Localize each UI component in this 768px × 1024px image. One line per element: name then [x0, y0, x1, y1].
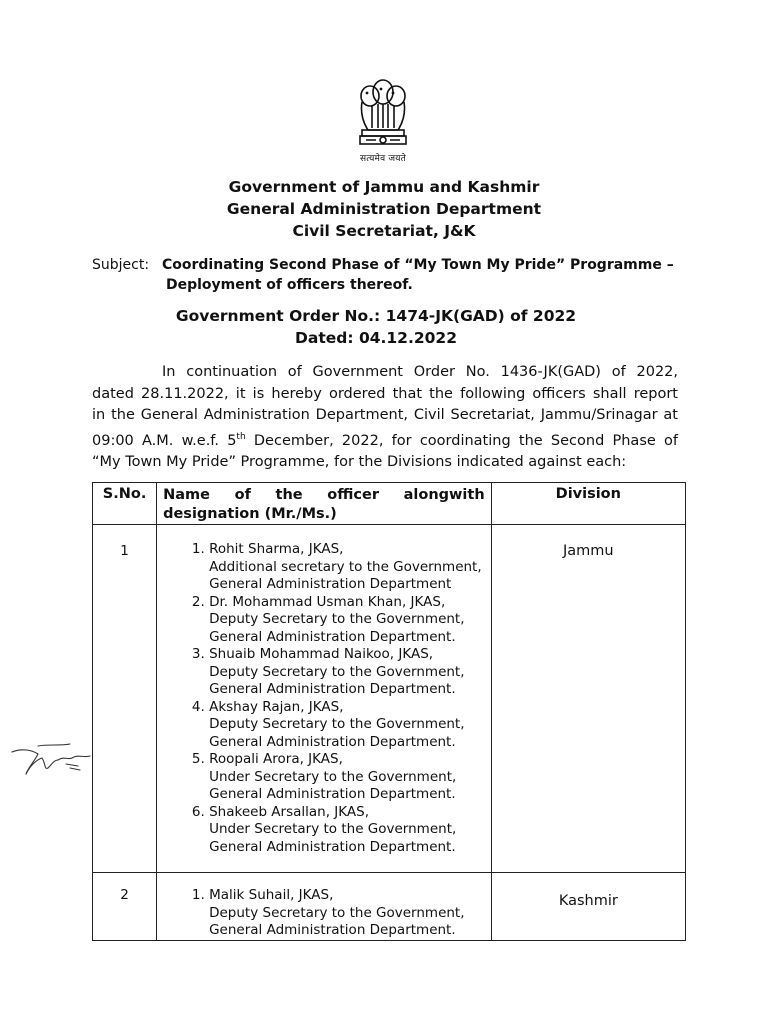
division-name: Jammu [563, 543, 614, 559]
secretariat-name: Civil Secretariat, J&K [292, 222, 476, 240]
row-division [491, 525, 685, 873]
officer-designation: Under Secretary to the Government, [209, 768, 457, 785]
officer-designation: Deputy Secretary to the Government, [209, 716, 465, 732]
officer-name: 1. Malik Suhail, JKAS, [209, 887, 334, 903]
division-name: Kashmir [558, 893, 618, 909]
officers-table [92, 482, 686, 941]
officer-name: 2. Dr. Mohammad Usman Khan, JKAS, [209, 593, 446, 610]
officer-department: General Administration Department [209, 576, 452, 592]
header-sno: S.No. [93, 483, 157, 525]
list-item [209, 699, 485, 752]
officer-department: General Administration Department. [209, 628, 456, 645]
header-division: Division [491, 483, 685, 525]
subject-text-line1: Coordinating Second Phase of “My Town My Pride” Programme – [162, 257, 674, 273]
officer-designation: Under Secretary to the Government, [209, 821, 457, 837]
list-item [209, 594, 485, 647]
subject-label: Subject: [92, 257, 150, 273]
body-line-4-pre: 09:00 A.M. w.e.f. 5 [92, 432, 237, 449]
body-line-4-post: December, 2022, for coordinating the Second Phase of [245, 432, 678, 449]
header-name-line1: Name of the officer alongwith [163, 487, 485, 503]
officer-department: General Administration Department. [209, 733, 456, 750]
body-line-4-sup: th [236, 431, 246, 442]
officer-name: 3. Shuaib Mohammad Naikoo, JKAS, [209, 646, 434, 662]
officer-designation: Deputy Secretary to the Government, [209, 611, 465, 627]
officer-list [187, 887, 485, 940]
table-row [93, 525, 686, 873]
officer-designation: Deputy Secretary to the Government, [209, 663, 465, 680]
body-line-3: in the General Administration Department, Civil Secretariat, Jammu/Srinagar at [92, 407, 678, 423]
body-line-4 [92, 427, 678, 452]
handwritten-signature [8, 738, 94, 782]
officer-list [187, 541, 485, 856]
header-name-line2: designation (Mr./Ms.) [163, 506, 337, 522]
officer-name: 4. Akshay Rajan, JKAS, [209, 698, 344, 715]
row-sno: 1 [93, 525, 157, 873]
row-division [491, 873, 685, 941]
list-item [209, 751, 485, 804]
body-line-2: dated 28.11.2022, it is hereby ordered that the following officers shall report [92, 385, 678, 402]
officer-department: General Administration Department. [209, 786, 456, 802]
officer-name: 1. Rohit Sharma, JKAS, [209, 541, 344, 557]
list-item [209, 646, 485, 699]
list-item [209, 887, 485, 940]
body-line-1: In continuation of Government Order No. 1436-JK(GAD) of 2022, [162, 364, 678, 380]
emblem-motto: सत्यमेव जयते [360, 154, 406, 164]
row-sno: 2 [93, 873, 157, 941]
order-number: Government Order No.: 1474-JK(GAD) of 2022 [175, 307, 577, 325]
order-date: Dated: 04.12.2022 [295, 329, 457, 347]
order-body-paragraph [92, 362, 678, 473]
subject-text-line2: Deployment of officers thereof. [166, 277, 413, 293]
table-row [93, 873, 686, 941]
officer-department: General Administration Department. [209, 838, 456, 855]
list-item [209, 541, 485, 594]
header-name [157, 483, 492, 525]
officer-designation: Additional secretary to the Government, [209, 558, 482, 575]
row-officers [157, 525, 492, 873]
row-officers [157, 873, 492, 941]
government-name: Government of Jammu and Kashmir [228, 178, 540, 196]
table-header-row [93, 483, 686, 525]
officer-department: General Administration Department. [209, 922, 456, 938]
officer-name: 6. Shakeeb Arsallan, JKAS, [209, 803, 369, 820]
officer-department: General Administration Department. [209, 681, 456, 697]
officer-designation: Deputy Secretary to the Government, [209, 904, 465, 921]
department-name: General Administration Department [226, 200, 542, 218]
body-line-5: “My Town My Pride” Programme, for the Divisions indicated against each: [92, 453, 627, 470]
list-item [209, 804, 485, 857]
officer-name: 5. Roopali Arora, JKAS, [209, 751, 343, 767]
